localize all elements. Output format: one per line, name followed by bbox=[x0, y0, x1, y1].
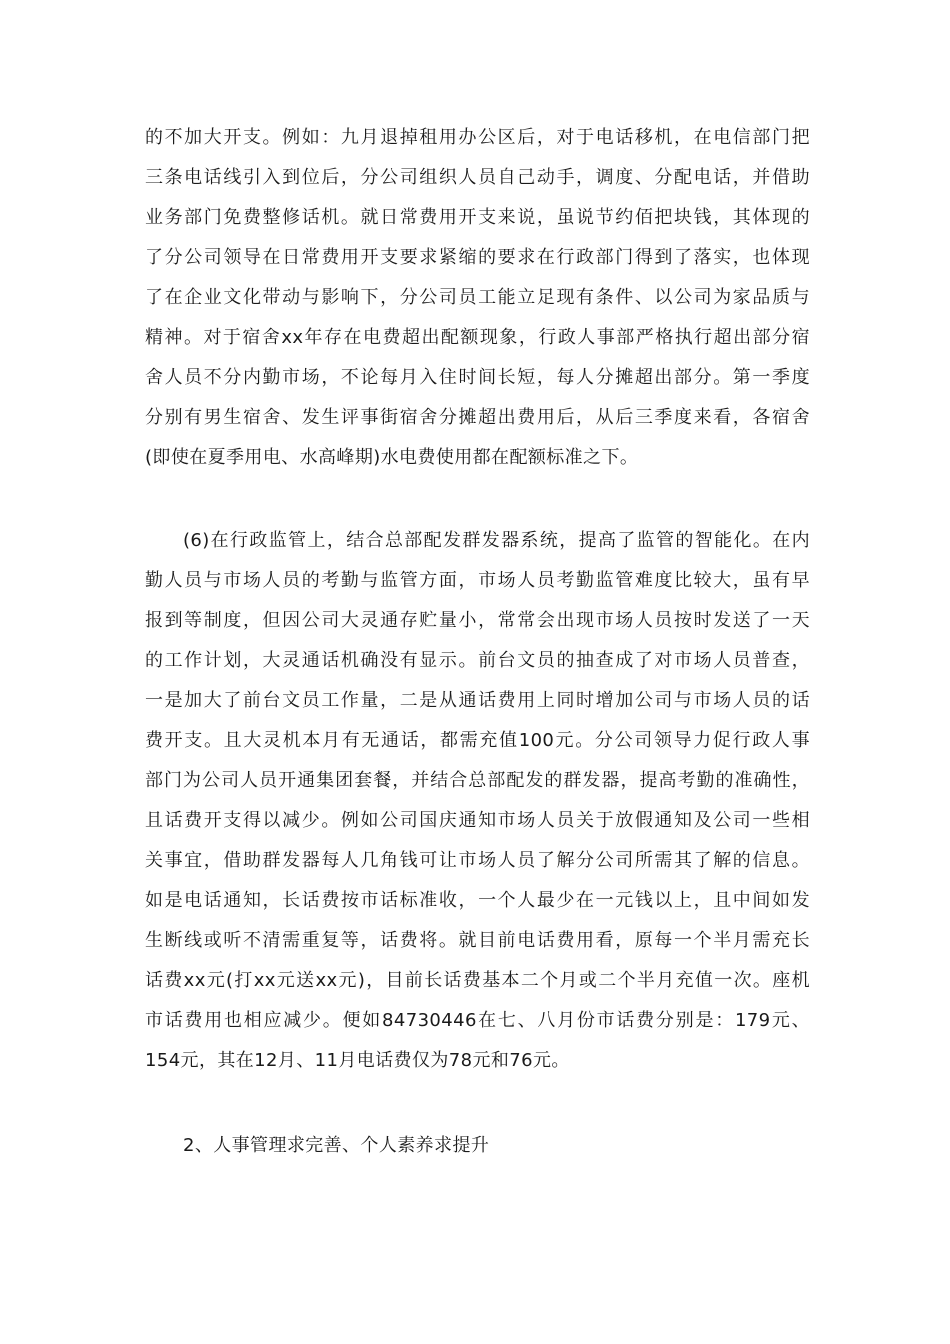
text-line: 业务部门免费整修话机。就日常费用开支来说，虽说节约佰把块钱，其体现的 bbox=[145, 207, 810, 228]
text-line: 勤人员与市场人员的考勤与监管方面，市场人员考勤监管难度比较大，虽有早 bbox=[145, 570, 810, 591]
text-line: 且话费开支得以减少。例如公司国庆通知市场人员关于放假通知及公司一些相 bbox=[145, 810, 810, 831]
paragraph-admin-supervision bbox=[145, 521, 810, 1081]
text-line: 一是加大了前台文员工作量，二是从通话费用上同时增加公司与市场人员的话 bbox=[145, 690, 810, 711]
text-line: 三条电话线引入到位后，分公司组织人员自己动手，调度、分配电话，并借助 bbox=[145, 167, 810, 188]
text-line: (6)在行政监管上，结合总部配发群发器系统，提高了监管的智能化。在内 bbox=[183, 530, 810, 551]
text-line: 关事宜，借助群发器每人几角钱可让市场人员了解分公司所需其了解的信息。 bbox=[145, 850, 810, 871]
text-line: 了在企业文化带动与影响下，分公司员工能立足现有条件、以公司为家品质与 bbox=[145, 287, 810, 308]
text-line: 报到等制度，但因公司大灵通存贮量小，常常会出现市场人员按时发送了一天 bbox=[145, 610, 810, 631]
text-line: 154元，其在12月、11月电话费仅为78元和76元。 bbox=[145, 1050, 570, 1071]
text-line: 舍人员不分内勤市场，不论每月入住时间长短，每人分摊超出部分。第一季度 bbox=[145, 367, 810, 388]
section-heading: 2、人事管理求完善、个人素养求提升 bbox=[183, 1135, 490, 1156]
text-line: 费开支。且大灵机本月有无通话，都需充值100元。分公司领导力促行政人事 bbox=[145, 730, 810, 751]
text-line: 的不加大开支。例如：九月退掉租用办公区后，对于电话移机，在电信部门把 bbox=[145, 127, 810, 148]
text-line: 了分公司领导在日常费用开支要求紧缩的要求在行政部门得到了落实，也体现 bbox=[145, 247, 810, 268]
text-line: 话费xx元(打xx元送xx元)，目前长话费基本二个月或二个半月充值一次。座机 bbox=[145, 970, 810, 991]
text-line: 市话费用也相应减少。便如84730446在七、八月份市话费分别是：179元、 bbox=[145, 1010, 810, 1031]
section-heading-hr-management bbox=[145, 1126, 810, 1166]
text-line: 精神。对于宿舍xx年存在电费超出配额现象，行政人事部严格执行超出部分宿 bbox=[145, 327, 810, 348]
text-line: 的工作计划，大灵通话机确没有显示。前台文员的抽查成了对市场人员普查， bbox=[145, 650, 810, 671]
paragraph-utility-costs bbox=[145, 118, 810, 478]
text-line: 部门为公司人员开通集团套餐，并结合总部配发的群发器，提高考勤的准确性， bbox=[145, 770, 810, 791]
text-line: 如是电话通知，长话费按市话标准收，一个人最少在一元钱以上，且中间如发 bbox=[145, 890, 810, 911]
text-line: (即使在夏季用电、水高峰期)水电费使用都在配额标准之下。 bbox=[145, 447, 639, 468]
text-line: 生断线或听不清需重复等，话费将。就目前电话费用看，原每一个半月需充长 bbox=[145, 930, 810, 951]
text-line: 分别有男生宿舍、发生评事街宿舍分摊超出费用后，从后三季度来看，各宿舍 bbox=[145, 407, 810, 428]
